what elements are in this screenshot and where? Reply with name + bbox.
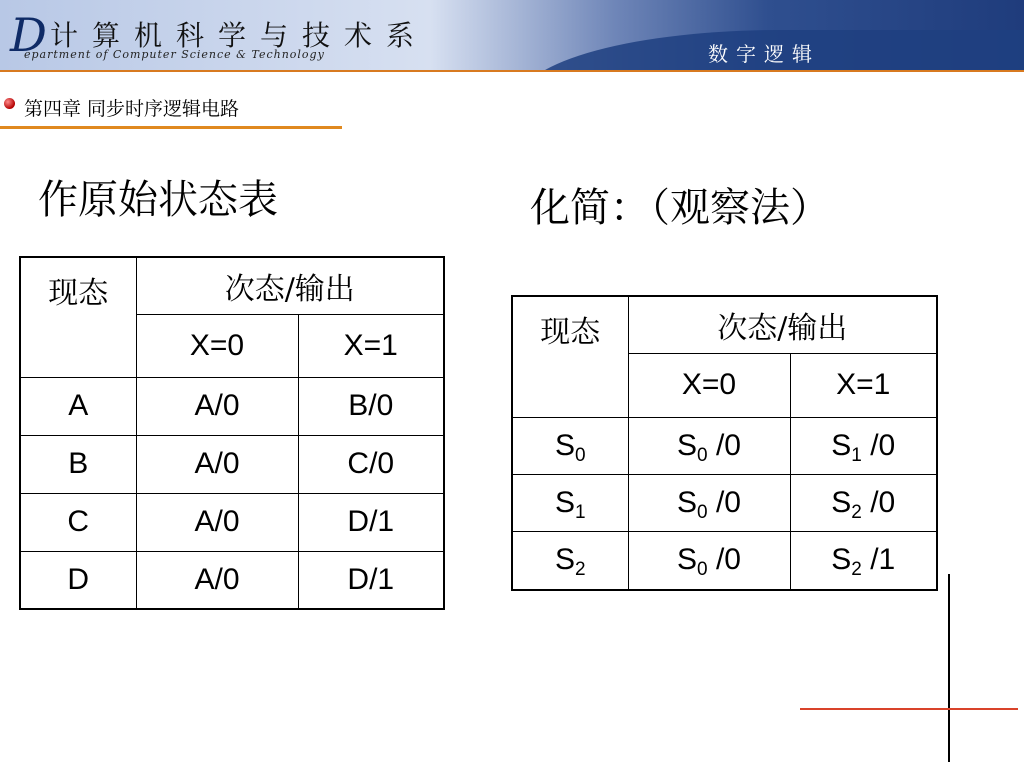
chapter-title: 第四章 同步时序逻辑电路 — [24, 98, 240, 120]
header-present-state: 现态 — [20, 257, 136, 377]
next-state-x1-cell: D/1 — [298, 551, 444, 609]
state-letter: S — [554, 543, 575, 577]
table-row — [512, 531, 937, 590]
next-state-x1-cell — [790, 417, 937, 474]
header-next-state-output: 次态/输出 — [628, 296, 937, 353]
simplification-heading: 化简：（观察法） — [530, 185, 830, 231]
table-row — [512, 417, 937, 474]
department-name-english: epartment of Computer Science & Technology — [24, 48, 325, 61]
next-state-x1-cell: D/1 — [298, 493, 444, 551]
state-subscript: 0 — [697, 559, 708, 581]
slide-header — [0, 0, 1024, 72]
state-letter: S — [554, 485, 575, 519]
next-state-x1-cell: C/0 — [298, 435, 444, 493]
state-letter: S — [677, 543, 698, 577]
header-x1: X=1 — [790, 353, 937, 417]
header-divider — [0, 70, 1024, 72]
next-state-x0-cell: A/0 — [136, 493, 298, 551]
course-title: 数字逻辑 — [708, 42, 820, 66]
state-subscript: 0 — [697, 444, 708, 466]
original-state-table-heading: 作原始状态表 — [38, 177, 278, 223]
decorative-vertical-line — [948, 574, 950, 762]
table-row — [20, 493, 444, 551]
header-next-state-output: 次态/输出 — [136, 257, 444, 314]
department-logo-letter: D — [10, 8, 47, 62]
next-state-x0-cell — [628, 417, 790, 474]
next-state-x0-cell: A/0 — [136, 435, 298, 493]
state-letter: S — [677, 485, 698, 519]
next-state-x0-cell: A/0 — [136, 377, 298, 435]
next-state-x0-cell: A/0 — [136, 551, 298, 609]
table-row — [20, 377, 444, 435]
state-subscript: 1 — [574, 501, 586, 523]
output-value: /0 — [861, 428, 896, 462]
department-name-chinese: 计算机科学与技术系 — [50, 19, 429, 52]
output-value: /0 — [861, 485, 896, 519]
simplified-state-table — [511, 295, 938, 591]
state-subscript: 2 — [851, 501, 862, 523]
output-value: /0 — [707, 543, 741, 577]
header-present-state: 现态 — [512, 296, 628, 417]
state-subscript: 2 — [851, 559, 862, 581]
present-state-cell: A — [20, 377, 136, 435]
output-value: /0 — [707, 428, 741, 462]
table-row — [512, 474, 937, 531]
present-state-cell: B — [20, 435, 136, 493]
state-subscript: 1 — [851, 444, 862, 466]
state-letter: S — [831, 543, 852, 577]
next-state-x0-cell — [628, 531, 790, 590]
state-subscript: 0 — [697, 501, 708, 523]
header-x0: X=0 — [136, 314, 298, 377]
bullet-icon — [4, 98, 15, 109]
table-row — [20, 435, 444, 493]
output-value: /0 — [707, 485, 741, 519]
decorative-horizontal-line — [800, 708, 1018, 710]
next-state-x0-cell — [628, 474, 790, 531]
next-state-x1-cell: B/0 — [298, 377, 444, 435]
present-state-cell — [512, 417, 628, 474]
state-letter: S — [831, 428, 852, 462]
original-state-table — [19, 256, 445, 610]
present-state-cell: C — [20, 493, 136, 551]
present-state-cell — [512, 474, 628, 531]
header-x0: X=0 — [628, 353, 790, 417]
next-state-x1-cell — [790, 531, 937, 590]
state-subscript: 2 — [574, 559, 586, 581]
next-state-x1-cell — [790, 474, 937, 531]
present-state-cell — [512, 531, 628, 590]
state-subscript: 0 — [574, 444, 586, 466]
state-letter: S — [554, 428, 575, 462]
header-x1: X=1 — [298, 314, 444, 377]
output-value: /1 — [861, 543, 896, 577]
chapter-underline — [0, 126, 342, 129]
present-state-cell: D — [20, 551, 136, 609]
table-row — [20, 551, 444, 609]
state-letter: S — [677, 428, 698, 462]
state-letter: S — [831, 485, 852, 519]
